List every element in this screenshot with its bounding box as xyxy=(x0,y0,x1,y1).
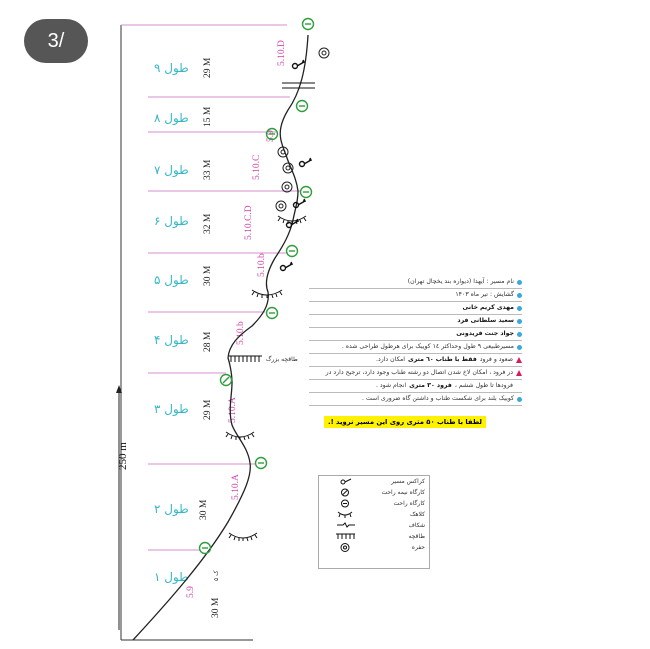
info-bullet-icon xyxy=(517,332,522,337)
legend-item-half-station: کارگاه نیمه راحت xyxy=(319,487,429,498)
info-route-name: نام مسیر : آیهدا (دیواره بند یخچال تهران) xyxy=(309,276,522,289)
info-climber-2: سعید سلطانی فرد xyxy=(309,315,522,328)
crack-icon xyxy=(333,520,363,531)
ledge-icons xyxy=(229,83,315,362)
quickdraw-icon xyxy=(333,476,363,487)
station-icons xyxy=(200,19,314,554)
pitch-label-5: طول ۵ xyxy=(154,273,189,287)
station-icon xyxy=(287,246,298,257)
info-opened: گشایش : تیر ماه ۱۴۰۳ xyxy=(309,289,522,302)
pitch-label-1: طول ۱ xyxy=(154,570,189,584)
legend-item-hole: حفره xyxy=(319,542,429,553)
pitch-length-8: 15 M xyxy=(203,106,213,127)
quickdraw-icon xyxy=(293,60,305,69)
quickdraw-icon xyxy=(294,199,306,208)
half-station-icon xyxy=(221,375,232,386)
pitch-label-9: طول ۹ xyxy=(154,61,189,75)
overhang-icon xyxy=(278,216,306,224)
pitch-grade-1: 5.9 xyxy=(186,586,196,598)
half-station-icon xyxy=(333,487,363,498)
page-counter[interactable]: 3/ xyxy=(24,19,88,63)
info-warning-rope: صعود و فرود فقط با طناب ٦٠ متری امکان دارد. xyxy=(309,354,522,367)
pitch-grade-2: 5.10.A xyxy=(231,474,241,500)
station-icon xyxy=(297,101,308,112)
pitch-label-4: طول ۴ xyxy=(154,333,189,347)
overhang-icon xyxy=(229,533,257,541)
warning-triangle-icon xyxy=(516,357,522,363)
info-bullet-icon xyxy=(517,306,522,311)
info-quickdraw-note: کوییک بلند برای شکست طناب و داشتن گاه ضروری است . xyxy=(309,393,522,406)
info-bullet-icon xyxy=(517,345,522,350)
info-warning-descent: در فرود ، امکان لاخ شدن اتصال دو رشته طناب وجود دارد، ترجیح دارد در xyxy=(309,367,522,380)
legend-item-crack: شکاف xyxy=(319,520,429,531)
pitch-length-3: 29 M xyxy=(203,399,213,420)
pitch-length-6: 32 M xyxy=(203,213,213,234)
hole-icon xyxy=(333,542,363,553)
legend-item-quickdraw: کراکس مسیر xyxy=(319,476,429,487)
overhang-icon xyxy=(226,432,254,440)
pitch-label-7: طول ۷ xyxy=(154,163,189,177)
hole-icons xyxy=(276,48,329,211)
station-icon xyxy=(333,498,363,509)
start-note: ۵ ک xyxy=(213,570,220,581)
pitch-grade-5: 5.10.b xyxy=(257,253,267,277)
total-height-label: 250 m xyxy=(117,442,129,470)
pitch-length-4: 28 M xyxy=(203,331,213,352)
legend-item-station: کارگاه راحت xyxy=(319,498,429,509)
info-bullet-icon xyxy=(517,397,522,402)
legend-item-ledge: طاقچه xyxy=(319,531,429,542)
info-route-desc: مسیر‌طبیعی ۹ طول وحداکثر ۱٤ کوییک برای هرطول طراحی شده . xyxy=(309,341,522,354)
ledge-icon xyxy=(333,531,363,542)
pitch-length-5: 30 M xyxy=(203,265,213,286)
pitch-label-3: طول ۳ xyxy=(154,402,189,416)
station-icon xyxy=(200,543,211,554)
big-ledge-icon xyxy=(229,356,262,362)
station-icon xyxy=(303,19,314,30)
station-icon xyxy=(256,458,267,469)
overhang-icon xyxy=(333,509,363,520)
legend-box xyxy=(318,475,430,569)
warning-triangle-icon xyxy=(516,370,522,376)
pitch-length-2: 30 M xyxy=(199,499,209,520)
info-bullet-icon xyxy=(517,293,522,298)
pitch-grade-9: 5.10.D xyxy=(277,40,287,66)
station-icon xyxy=(267,308,278,319)
hole-icon xyxy=(276,201,286,211)
info-climber-1: مهدی کریم خانی xyxy=(309,302,522,315)
route-info-panel xyxy=(309,276,522,406)
rope-warning xyxy=(328,415,492,428)
pitch-label-2: طول ۲ xyxy=(154,502,189,516)
info-bullet-icon xyxy=(517,280,522,285)
pitch-length-1: 30 M xyxy=(211,597,221,618)
warning-text: لطفا با طناب ۵۰ متری روی این مسیر نروید !. xyxy=(324,416,486,428)
overhang-icon xyxy=(252,290,282,298)
ledge-label: طاقچه بزرگ xyxy=(266,356,298,363)
pitch-label-6: طول ۶ xyxy=(154,214,189,228)
pitch-grade-7: 5.10.C xyxy=(252,154,262,180)
info-bullet-icon xyxy=(517,319,522,324)
hole-icon xyxy=(319,48,329,58)
info-climber-3: جواد جنت فریدونی xyxy=(309,328,522,341)
legend-item-overhang: کلاهک xyxy=(319,509,429,520)
pitch-grade-6: 5.10.C.D xyxy=(244,205,254,240)
pitch-grade-3: 5.10.A xyxy=(228,397,238,423)
pitch-length-7: 33 M xyxy=(203,159,213,180)
pitch-grade-4: 5.10.b xyxy=(236,321,246,345)
quickdraw-icon xyxy=(300,158,312,167)
quickdraw-icons xyxy=(281,60,312,271)
pitch-length-9: 29 M xyxy=(203,57,213,78)
info-warning-descent-cont: فرودها تا طول ششم ، فرود ۳۰ متری انجام شود . xyxy=(309,380,522,393)
station-icon xyxy=(301,187,312,198)
quickdraw-icon xyxy=(281,262,293,271)
pitch-grade-8: 5.9 xyxy=(266,130,276,142)
pitch-label-8: طول ۸ xyxy=(154,111,189,125)
